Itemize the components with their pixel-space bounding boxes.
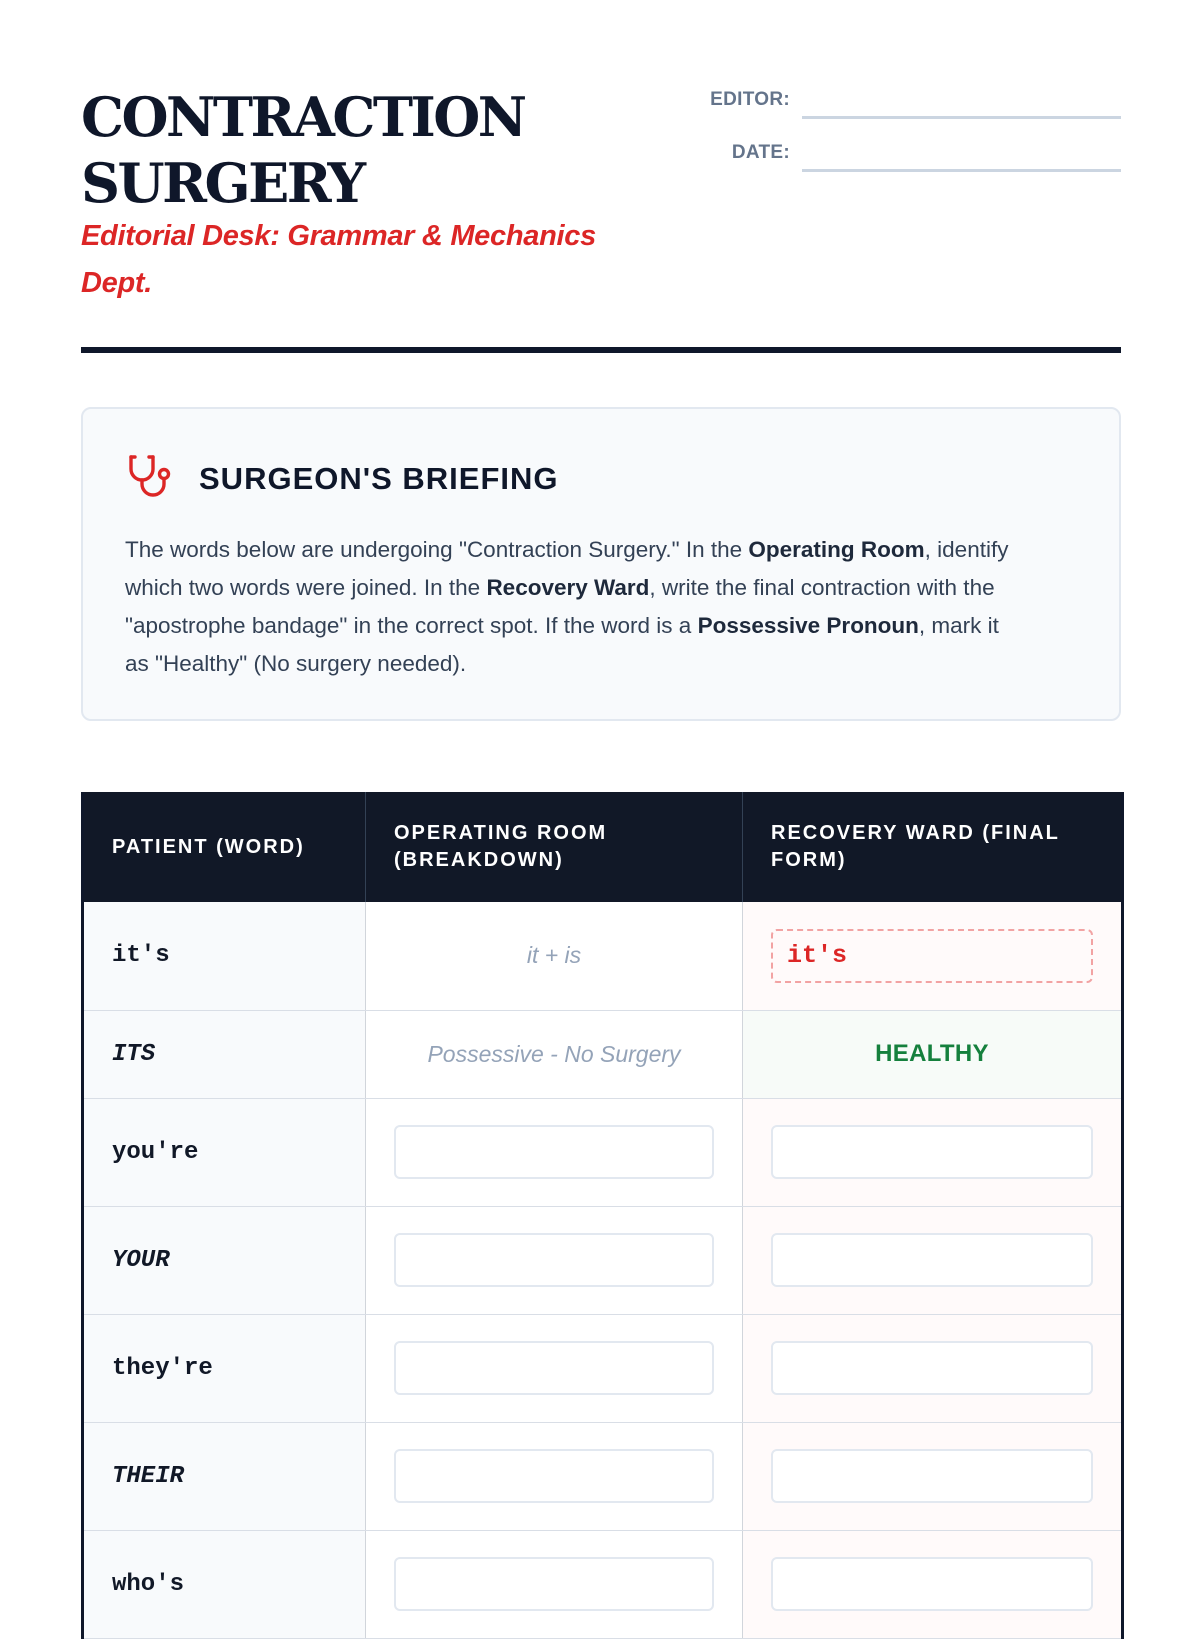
breakdown-input[interactable] [394, 1233, 714, 1287]
final-input[interactable] [771, 1557, 1093, 1611]
final-input[interactable] [771, 1125, 1093, 1179]
breakdown-example: Possessive - No Surgery [427, 1040, 681, 1067]
final-cell [743, 1010, 1123, 1098]
header-patient: PATIENT (WORD) [83, 792, 366, 902]
table-row [83, 902, 1123, 1010]
title-line-1: CONTRACTION [81, 85, 525, 149]
patient-word: who's [112, 1570, 185, 1598]
final-cell [743, 1422, 1123, 1530]
editor-label: EDITOR: [710, 89, 790, 110]
patient-word: ITS [112, 1040, 156, 1068]
table-row [83, 1530, 1123, 1638]
date-row [681, 137, 1121, 190]
final-input[interactable] [771, 1449, 1093, 1503]
patient-cell [83, 902, 366, 1010]
editor-field[interactable] [802, 116, 1121, 119]
breakdown-input[interactable] [394, 1557, 714, 1611]
meta-fields [681, 84, 1121, 190]
final-cell [743, 1530, 1123, 1638]
final-cell [743, 1206, 1123, 1314]
patient-word: it's [112, 942, 170, 970]
patient-word: they're [112, 1354, 213, 1382]
briefing-text [125, 531, 1025, 683]
patient-word: YOUR [112, 1246, 170, 1274]
briefing-term-possessive-pronoun: Possessive Pronoun [697, 613, 919, 638]
stethoscope-icon [125, 451, 177, 503]
table-row [83, 1098, 1123, 1206]
final-answer-example[interactable]: it's [771, 929, 1093, 983]
page-subtitle: Editorial Desk: Grammar & Mechanics Dept. [81, 220, 596, 299]
breakdown-cell [366, 1010, 743, 1098]
worksheet-header [81, 0, 1121, 356]
briefing-text-part-2: , identify which two words were joined. In the [125, 537, 1009, 600]
final-cell [743, 1314, 1123, 1422]
date-label: DATE: [731, 142, 790, 163]
title-line-2: SURGERY [81, 151, 364, 215]
page-title [81, 84, 525, 216]
table-row [83, 1206, 1123, 1314]
table-row [83, 1422, 1123, 1530]
table-row [83, 1010, 1123, 1098]
breakdown-cell [366, 1206, 743, 1314]
briefing-text-part-4: , mark it as "Healthy" (No surgery needed). [125, 613, 999, 676]
breakdown-example: it + is [526, 942, 582, 969]
patient-cell [83, 1530, 366, 1638]
final-input[interactable] [771, 1233, 1093, 1287]
breakdown-cell [366, 1530, 743, 1638]
final-input[interactable] [771, 1341, 1093, 1395]
surgery-table [81, 792, 1124, 1639]
breakdown-input[interactable] [394, 1449, 714, 1503]
table-row [83, 1314, 1123, 1422]
briefing-box [81, 407, 1121, 721]
briefing-term-operating-room: Operating Room [748, 537, 925, 562]
final-cell [743, 902, 1123, 1010]
editor-row [681, 84, 1121, 137]
briefing-term-recovery-ward: Recovery Ward [486, 575, 650, 600]
date-field[interactable] [802, 169, 1121, 172]
patient-word: THEIR [112, 1462, 185, 1490]
briefing-title: SURGEON'S BRIEFING [199, 461, 559, 496]
final-cell [743, 1098, 1123, 1206]
table-header-row [83, 792, 1123, 902]
briefing-text-part-3: , write the final contraction with the "apostrophe bandage" in the correct spot. If the word is a [125, 575, 995, 638]
patient-cell [83, 1422, 366, 1530]
breakdown-input[interactable] [394, 1341, 714, 1395]
breakdown-cell [366, 1098, 743, 1206]
worksheet-page [81, 0, 1121, 1598]
patient-cell [83, 1010, 366, 1098]
patient-cell [83, 1206, 366, 1314]
header-divider [81, 347, 1121, 353]
header-recovery-ward: RECOVERY WARD (FINAL FORM) [743, 792, 1123, 902]
breakdown-cell [366, 902, 743, 1010]
breakdown-cell [366, 1314, 743, 1422]
patient-cell [83, 1314, 366, 1422]
breakdown-cell [366, 1422, 743, 1530]
briefing-text-part-1: The words below are undergoing "Contraction Surgery." In the [125, 537, 749, 562]
header-operating-room: OPERATING ROOM (BREAKDOWN) [366, 792, 743, 902]
patient-cell [83, 1098, 366, 1206]
breakdown-input[interactable] [394, 1125, 714, 1179]
patient-word: you're [112, 1138, 199, 1166]
healthy-status: HEALTHY [875, 1040, 989, 1067]
